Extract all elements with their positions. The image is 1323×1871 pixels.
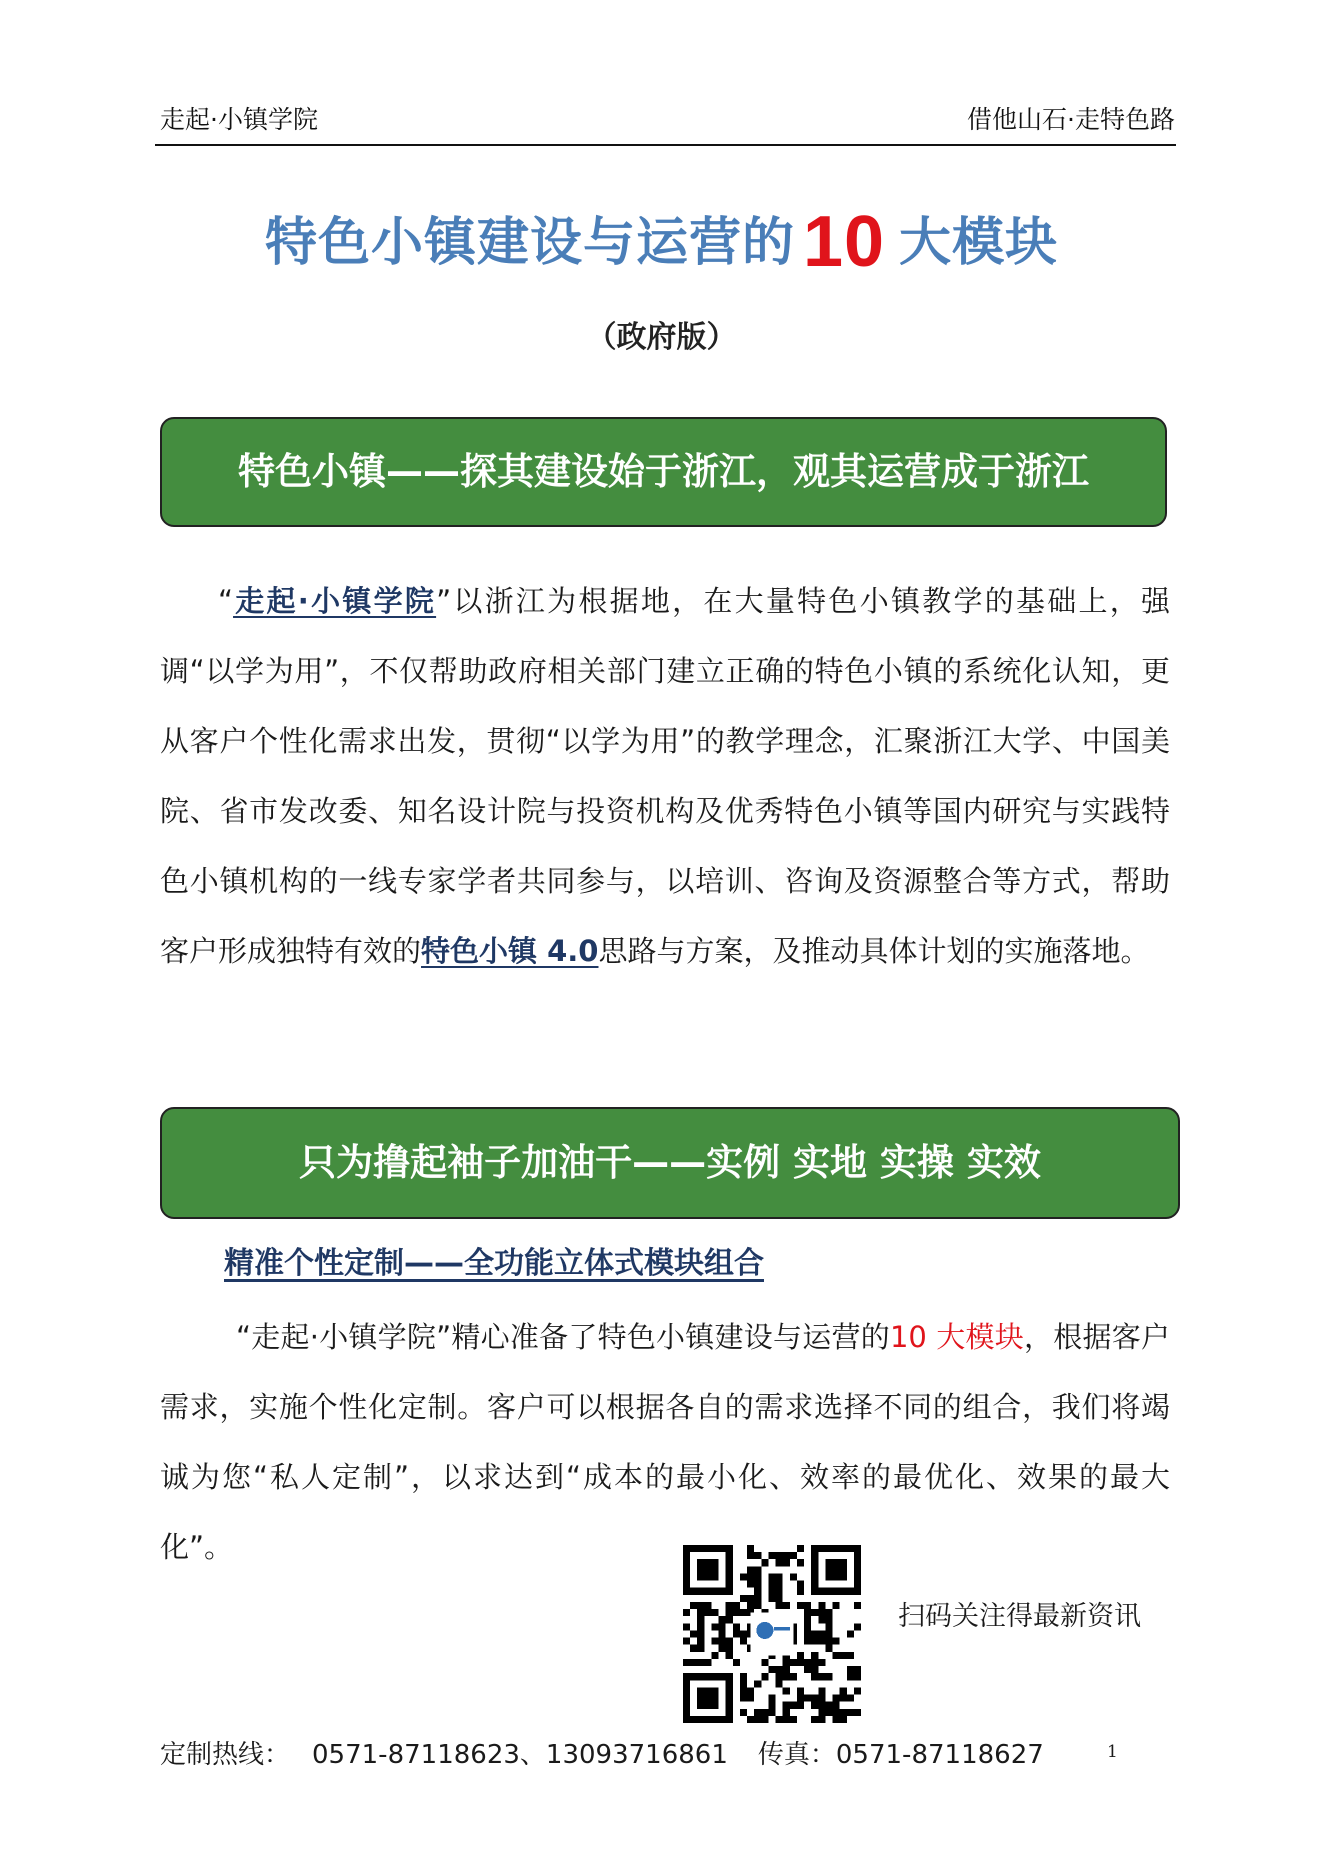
- page-subtitle: （政府版）: [586, 320, 737, 355]
- section2-paragraph: [160, 1302, 1170, 1582]
- section1-banner: 特色小镇——探其建设始于浙江，观其运营成于浙江: [160, 417, 1167, 527]
- title-number: 10: [802, 202, 886, 282]
- page-title: [0, 200, 1323, 283]
- footer-contact: [160, 1734, 1044, 1771]
- paragraph-text: ，根据客户需求，实施个性化定制。客户可以根据各自的需求选择不同的组合，我们将竭诚为您“私人定制”，以求达到“成本的最小化、效率的最优化、效果的最大化”。: [160, 1320, 1170, 1564]
- header-right-text: 借他山石·走特色路: [967, 105, 1175, 134]
- fax-number: 0571-87118627: [835, 1740, 1044, 1770]
- section2-banner: 只为撸起袖子加油干——实例 实地 实操 实效: [160, 1107, 1180, 1219]
- title-main: 特色小镇建设与运营的: [264, 213, 795, 273]
- page-number: 1: [1107, 1742, 1118, 1762]
- title-suffix: 大模块: [899, 213, 1059, 273]
- paragraph-text: “走起·小镇学院”精心准备了特色小镇建设与运营的: [236, 1320, 890, 1354]
- paragraph-text: ”以浙江为根据地，在大量特色小镇教学的基础上，强调“以学为用”，不仅帮助政府相关部门建立正确的特色小镇的系统化认知，更从客户个性化需求出发，贯彻“以学为用”的教学理念，汇聚浙江大学、中国美院、省市发改委、知名设计院与投资机构及优秀特色小镇等国内研究与实践特色小镇机构的一线专家学者共同参与，以培训、咨询及资源整合等方式，帮助客户形成独特有效的: [160, 584, 1170, 968]
- paragraph-text: 思路与方案，及推动具体计划的实施落地。: [598, 934, 1150, 968]
- hotline-label: 定制热线：: [160, 1740, 291, 1770]
- open-quote: “: [218, 584, 234, 618]
- header-divider: [155, 144, 1176, 146]
- highlight-text: 10 大模块: [889, 1320, 1025, 1354]
- brand-link[interactable]: 走起·小镇学院: [233, 584, 437, 618]
- fax-label: 传真：: [757, 1740, 836, 1770]
- highlight-link[interactable]: 特色小镇 4.0: [421, 934, 599, 968]
- section1-paragraph: [160, 566, 1170, 986]
- section2-subheading: 精准个性定制——全功能立体式模块组合: [224, 1246, 764, 1281]
- header-left-text: 走起·小镇学院: [160, 105, 318, 134]
- qr-caption: 扫码关注得最新资讯: [898, 1601, 1141, 1632]
- qr-code-image: [683, 1545, 861, 1723]
- hotline-number: 0571-87118623、13093716861: [312, 1740, 728, 1770]
